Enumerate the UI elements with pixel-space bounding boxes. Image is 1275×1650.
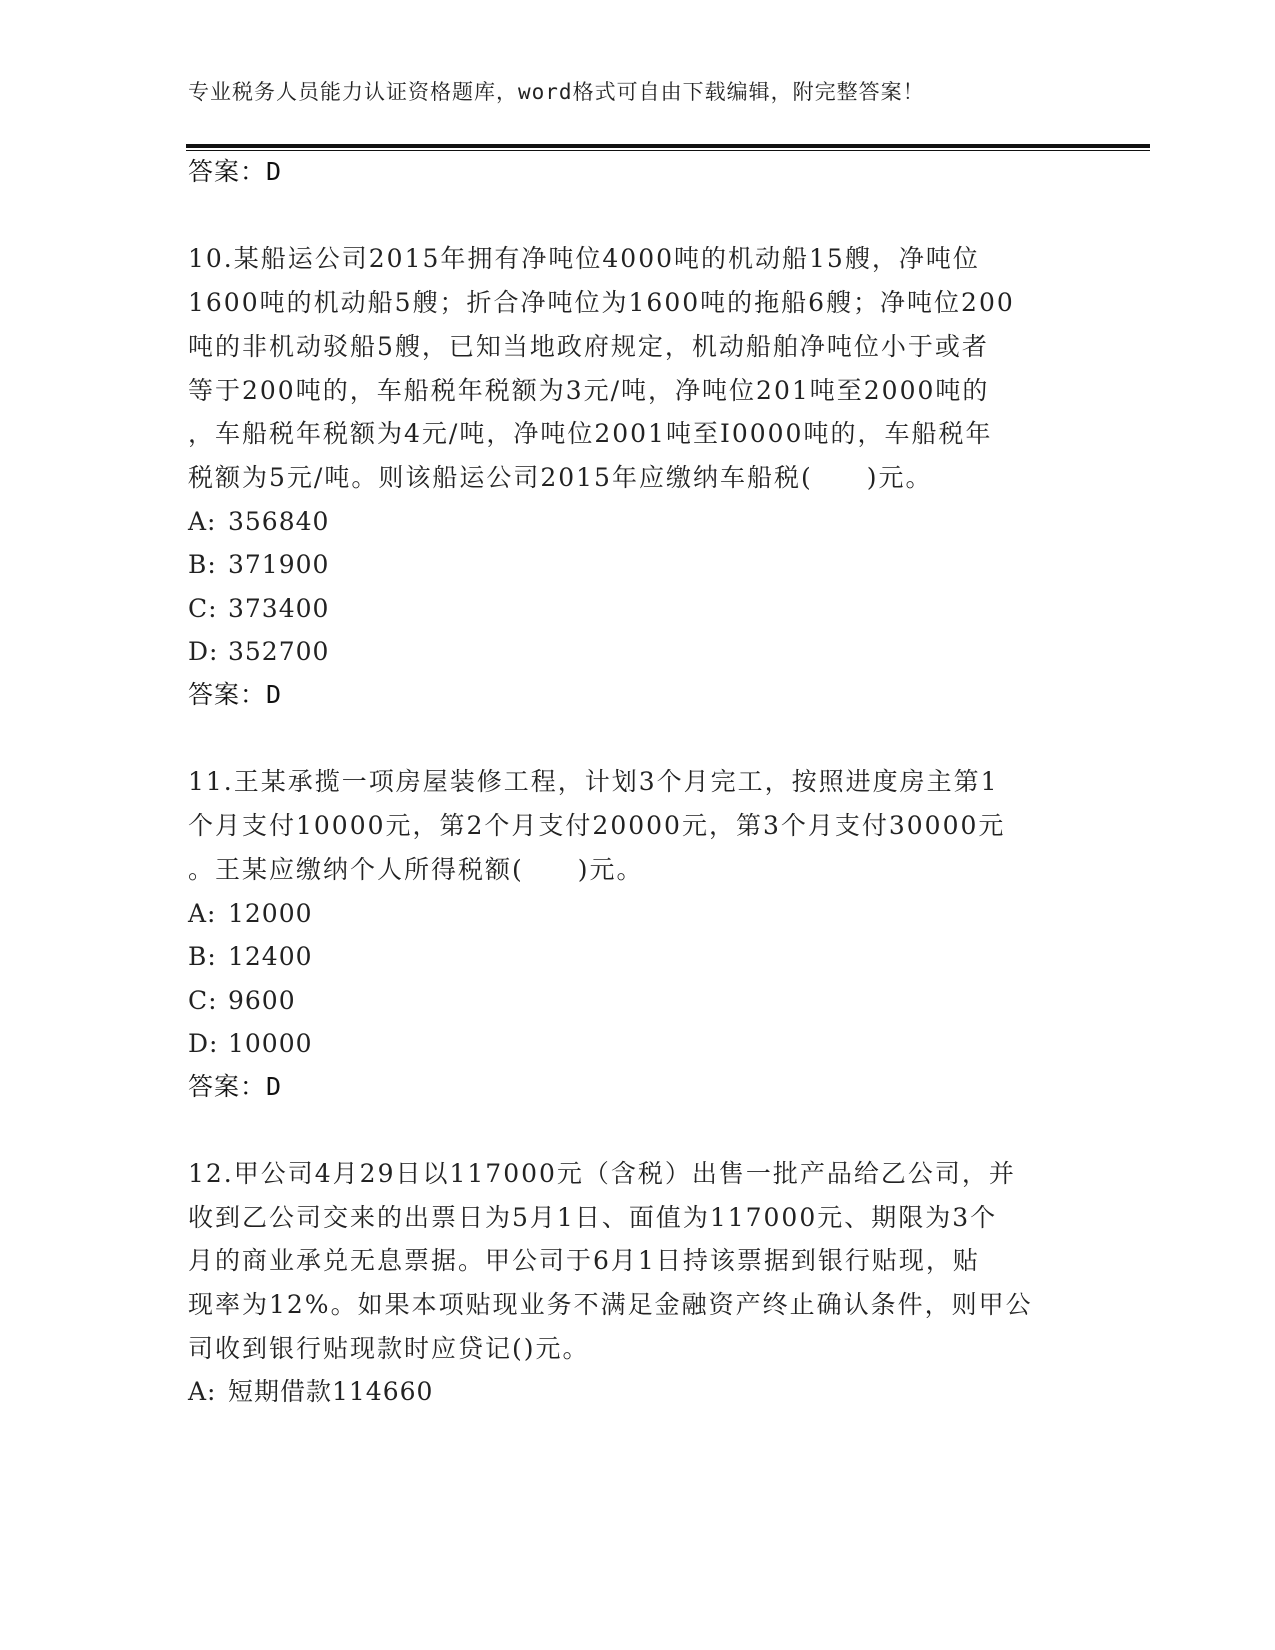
question-text-line: 收到乙公司交来的出票日为5月1日、面值为117000元、期限为3个 xyxy=(188,1203,998,1232)
question-text-line: 现率为12%。如果本项贴现业务不满足金融资产终止确认条件，则甲公 xyxy=(188,1290,1033,1319)
question-text-line: 税额为5元/吨。则该船运公司2015年应缴纳车船税( )元。 xyxy=(188,463,933,492)
answer-line: 答案：D xyxy=(188,157,283,186)
question-text-line: 10.某船运公司2015年拥有净吨位4000吨的机动船15艘，净吨位 xyxy=(188,244,980,273)
question-text-line: 11.王某承揽一项房屋装修工程，计划3个月完工，按照进度房主第1 xyxy=(188,767,999,796)
option-value: 352700 xyxy=(228,637,330,666)
question-text-line: 月的商业承兑无息票据。甲公司于6月1日持该票据到银行贴现，贴 xyxy=(188,1246,980,1275)
option-a xyxy=(188,898,313,930)
header-rule xyxy=(186,144,1150,148)
question-text-line: 吨的非机动驳船5艘，已知当地政府规定，机动船舶净吨位小于或者 xyxy=(188,332,989,361)
option-value: 10000 xyxy=(228,1029,313,1058)
option-b xyxy=(188,549,329,581)
option-d xyxy=(188,636,329,668)
answer-line: 答案：D xyxy=(188,1072,283,1101)
option-value: 356840 xyxy=(228,507,330,536)
question-text-line: 。王某应缴纳个人所得税额( )元。 xyxy=(188,855,644,884)
option-c xyxy=(188,985,296,1017)
option-key: D: xyxy=(188,1029,219,1058)
option-d xyxy=(188,1028,313,1060)
option-a xyxy=(188,1376,433,1408)
answer-line: 答案：D xyxy=(188,680,283,709)
option-value: 9600 xyxy=(228,986,296,1015)
question-text-line: 司收到银行贴现款时应贷记()元。 xyxy=(188,1334,590,1363)
header-rule-thin xyxy=(186,150,1150,151)
question-text-line: 1600吨的机动船5艘；折合净吨位为1600吨的拖船6艘；净吨位200 xyxy=(188,288,1015,317)
option-key: A: xyxy=(188,899,217,928)
option-key: B: xyxy=(188,942,217,971)
option-key: B: xyxy=(188,550,217,579)
question-text-line: 12.甲公司4月29日以117000元（含税）出售一批产品给乙公司，并 xyxy=(188,1159,1016,1188)
option-key: C: xyxy=(188,986,218,1015)
option-c xyxy=(188,593,329,625)
option-value: 短期借款114660 xyxy=(228,1377,434,1406)
page-header: 专业税务人员能力认证资格题库，word格式可自由下载编辑，附完整答案！ xyxy=(188,80,925,104)
option-value: 12400 xyxy=(228,942,313,971)
question-text-line: 等于200吨的，车船税年税额为3元/吨，净吨位201吨至2000吨的 xyxy=(188,376,990,405)
option-value: 12000 xyxy=(228,899,313,928)
question-text-line: ，车船税年税额为4元/吨，净吨位2001吨至I0000吨的，车船税年 xyxy=(188,419,993,448)
option-a xyxy=(188,506,329,538)
option-key: A: xyxy=(188,1377,217,1406)
option-key: A: xyxy=(188,507,217,536)
option-b xyxy=(188,941,313,973)
option-value: 371900 xyxy=(228,550,330,579)
option-value: 373400 xyxy=(228,594,330,623)
question-text-line: 个月支付10000元，第2个月支付20000元，第3个月支付30000元 xyxy=(188,811,1006,840)
option-key: C: xyxy=(188,594,218,623)
option-key: D: xyxy=(188,637,219,666)
